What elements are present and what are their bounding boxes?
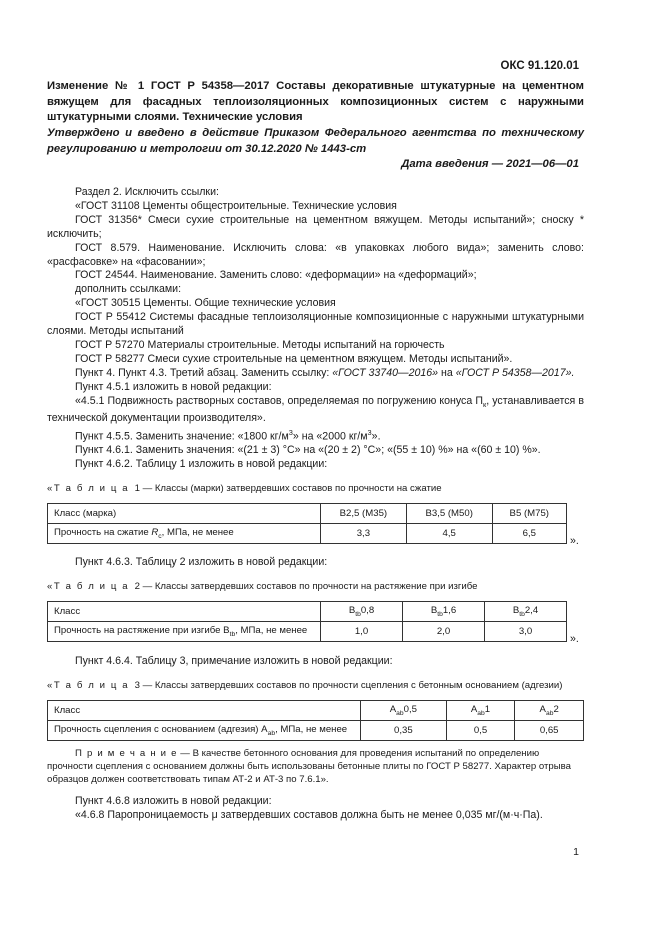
table-2-close-quote: ». (570, 633, 579, 645)
text-segment-italic: R (151, 527, 159, 539)
table-1 (47, 503, 567, 544)
caption-text: 2 — Классы затвердевших составов по прочности на растяжение при изгибе (134, 581, 478, 592)
caption-prefix: «Т а б л и ц а (47, 680, 130, 691)
paragraph: ГОСТ Р 57270 Материалы строительные. Методы испытаний на горючесть (75, 338, 445, 351)
paragraph: Пункт 4.6.1. Заменить значения: «(21 ± 3) °С» на «(20 ± 2) °С»; «(55 ± 10) %» на «(60 ± 10) %». (75, 443, 541, 456)
table-row (48, 504, 567, 524)
subscript: ab (396, 709, 404, 717)
subscript: c (158, 532, 162, 540)
paragraph: Пункт 4.5.1 изложить в новой редакции: (75, 380, 272, 393)
text-segment: Пункт 4. Пункт 4.3. Третий абзац. Заменить ссылку: (75, 366, 330, 379)
superscript: 3 (288, 427, 293, 437)
paragraph: Раздел 2. Исключить ссылки: (75, 186, 219, 198)
table-cell (321, 602, 403, 622)
caption-text: 1 — Классы (марки) затвердевших составов по прочности на сжатие (134, 483, 442, 494)
text-segment: «4.5.1 Подвижность растворных составов, определяемая по погружению конуса П (75, 394, 483, 407)
page-number: 1 (573, 846, 579, 858)
caption-prefix: «Т а б л и ц а (47, 581, 130, 592)
text-segment: Прочность на растяжение при изгибе В (54, 625, 230, 637)
text-segment: , устанавливается в технической документации производителя». (47, 394, 584, 424)
table-cell (361, 701, 447, 721)
text-segment: А (470, 704, 478, 716)
text-segment: , МПа, не менее (161, 527, 234, 539)
table-cell: 6,5 (492, 524, 566, 544)
paragraph: ГОСТ 8.579. Наименование. Исключить слова: «в упаковках любого вида»; заменить слово: «расфасовке» на «фасовании»; (47, 241, 584, 268)
table-cell: Класс (48, 602, 321, 622)
subscript: ab (477, 709, 485, 717)
table-cell: В2,5 (М35) (321, 504, 407, 524)
table-row (48, 701, 584, 721)
amendment-body (47, 186, 584, 472)
subscript: ab (545, 709, 554, 717)
table-cell: 3,3 (321, 524, 407, 544)
table-cell (48, 622, 321, 642)
table-row (48, 622, 567, 642)
text-segment: В (430, 605, 438, 617)
table-cell: В3,5 (М50) (406, 504, 492, 524)
table-cell: 0,35 (361, 721, 447, 741)
table-2 (47, 601, 567, 642)
text-segment: Прочность на сжатие (54, 527, 152, 539)
caption-text: 3 — Классы затвердевших составов по прочности сцепления с бетонным основанием (адгезии) (134, 680, 563, 691)
approval-statement: Утверждено и введено в действие Приказом Федерального агентства по техническому регулированию и метрологии от 30.12.2020 № 1443-ст (47, 127, 584, 155)
okc-code: ОКС 91.120.01 (500, 60, 579, 72)
text-segment: на (441, 366, 453, 379)
table-cell (403, 602, 485, 622)
paragraph: ГОСТ Р 58277 Смеси сухие строительные на цементном вяжущем. Методы испытаний». (75, 352, 513, 365)
subscript: tb (229, 630, 236, 638)
table-1-caption (47, 483, 442, 494)
paragraph-4-5-1 (47, 395, 584, 426)
paragraph: ГОСТ 31356* Смеси сухие строительные на цементном вяжущем. Методы испытаний»; сноску * исключить; (47, 213, 584, 240)
subscript: ab (267, 729, 276, 737)
document-title: Изменение № 1 ГОСТ Р 54358—2017 Составы декоративные штукатурные на цементном вяжущем для фасадных теплоизоляционных композиционных систем с наружными штукатурными слоями. Технические условия (47, 80, 584, 123)
table-cell: Класс (48, 701, 361, 721)
caption-prefix: «Т а б л и ц а (47, 483, 130, 494)
table-cell: 0,5 (446, 721, 515, 741)
table-cell (48, 524, 321, 544)
table-row (48, 602, 567, 622)
text-segment: ». (371, 430, 381, 443)
table-cell (446, 701, 515, 721)
paragraph-block (47, 795, 584, 823)
text-segment: , МПа, не менее (235, 625, 308, 637)
superscript: 3 (367, 427, 372, 437)
paragraph: ГОСТ 24544. Наименование. Заменить слово: «деформации» на «деформаций»; (75, 269, 477, 282)
table-cell: В5 (М75) (492, 504, 566, 524)
text-segment: В (348, 605, 356, 617)
paragraph: «ГОСТ 30515 Цементы. Общие технические условия (75, 297, 336, 310)
table-cell: 2,0 (403, 622, 485, 642)
table-3 (47, 700, 584, 741)
text-segment: » на «2000 кг/м (292, 430, 368, 443)
text-segment: , МПа, не менее (275, 724, 348, 736)
subscript: к (482, 399, 487, 409)
text-segment: А (539, 704, 546, 716)
note-text: — В качестве бетонного основания для проведения испытаний по определению прочности сцепления с основанием должны быть использованы бетонные плиты по ГОСТ Р 58277. Характер отрыва образцов должен соответствовать типам АТ-2 и АТ-3 по 7.6.1». (47, 748, 571, 785)
table-3-note (47, 747, 584, 786)
table-cell: Класс (марка) (48, 504, 321, 524)
table-cell (485, 602, 567, 622)
table-cell: 4,5 (406, 524, 492, 544)
table-cell: 1,0 (321, 622, 403, 642)
text-segment: Пункт 4.5.5. Заменить значение: «1800 кг/м (75, 430, 289, 443)
table-cell (515, 701, 584, 721)
paragraph-reference-change (47, 367, 584, 381)
paragraph: Пункт 4.6.8 изложить в новой редакции: (75, 795, 272, 807)
text-segment: 1,6 (442, 605, 457, 617)
text-segment: А (389, 704, 397, 716)
subscript: tb (519, 610, 525, 618)
table-cell: 0,65 (515, 721, 584, 741)
text-segment: В (512, 605, 520, 617)
paragraph: ГОСТ Р 55412 Системы фасадные теплоизоляционные композиционные с наружными штукатурными слоями. Методы испытаний (47, 311, 584, 338)
table-3-caption (47, 680, 562, 691)
paragraph: «ГОСТ 31108 Цементы общестроительные. Технические условия (75, 199, 397, 212)
text-segment: 2 (553, 704, 559, 716)
table-row (48, 524, 567, 544)
table-cell (48, 721, 361, 741)
table-cell: 3,0 (485, 622, 567, 642)
paragraph: Пункт 4.6.2. Таблицу 1 изложить в новой редакции: (75, 457, 328, 470)
text-segment-italic: «ГОСТ Р 54358—2017». (455, 366, 575, 379)
text-segment: Прочность сцепления с основанием (адгезия) А (54, 724, 268, 736)
effective-date: Дата введения — 2021—06—01 (401, 158, 579, 170)
table-2-caption (47, 581, 478, 592)
text-segment-italic: «ГОСТ 33740—2016» (332, 366, 439, 379)
paragraph: «4.6.8 Паропроницаемость μ затвердевших составов должна быть не менее 0,035 мг/(м·ч·Па). (75, 808, 543, 821)
text-segment: 2,4 (524, 605, 539, 617)
note-prefix: П р и м е ч а н и е (75, 748, 178, 759)
paragraph: Пункт 4.6.3. Таблицу 2 изложить в новой редакции: (75, 556, 328, 568)
paragraph: Пункт 4.6.4. Таблицу 3, примечание изложить в новой редакции: (75, 655, 393, 667)
text-segment: 0,8 (360, 605, 375, 617)
table-row (48, 721, 584, 741)
text-segment: 1 (484, 704, 491, 716)
subscript: tb (437, 610, 443, 618)
paragraph-4-5-5 (47, 426, 584, 444)
text-segment: 0,5 (403, 704, 417, 716)
table-1-close-quote: ». (570, 535, 579, 547)
paragraph: дополнить ссылками: (75, 283, 182, 296)
subscript: tb (355, 610, 361, 618)
